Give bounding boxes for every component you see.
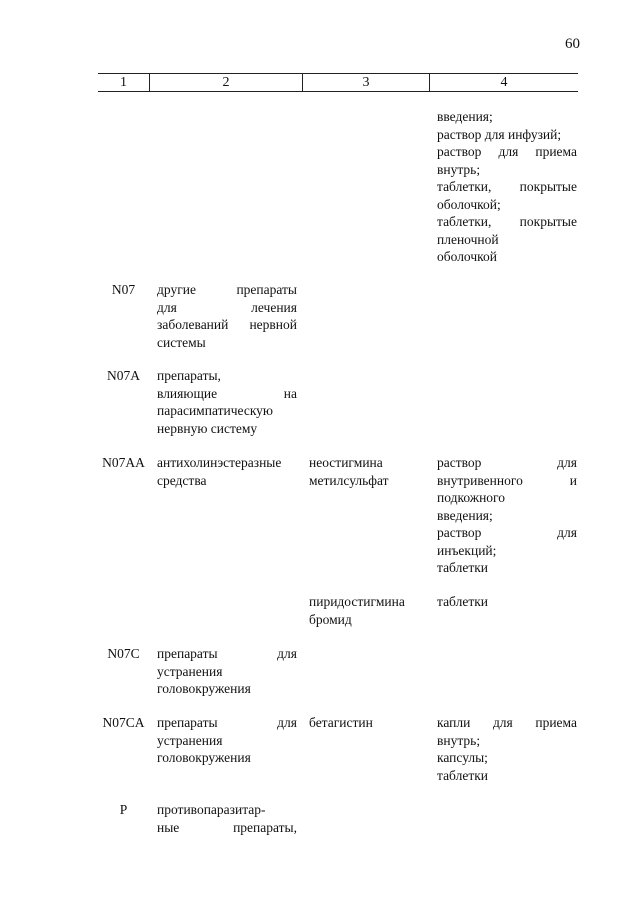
row-code-n07c: N07C (107, 646, 140, 661)
header-col-3: 3 (362, 75, 370, 90)
name-line: препараты для (157, 715, 297, 730)
name-line: препараты, (157, 368, 221, 383)
drug-line: неостигмина (309, 455, 383, 470)
header-col-1: 1 (120, 75, 127, 90)
name-line: другие препараты (157, 282, 297, 297)
dosage-forms-betahistine (437, 714, 577, 784)
name-line: противопаразитар- (157, 802, 266, 817)
drug-line: бетагистин (309, 715, 373, 730)
form-line: раствор для (437, 525, 577, 540)
row-name-n07ca (157, 714, 297, 767)
form-line: внутрь; (437, 161, 481, 177)
drug-line: бромид (309, 611, 352, 627)
continued-dosage-forms (437, 108, 577, 266)
name-line: парасимпатическую (157, 403, 274, 418)
row-name-n07aa (157, 454, 297, 489)
name-line: средства (157, 472, 207, 488)
drug-line: метилсульфат (309, 472, 389, 488)
row-name-n07 (157, 281, 297, 351)
drug-betahistine (309, 714, 429, 732)
row-code-n07aa: N07AA (102, 455, 145, 470)
drug-pyridostigmine (309, 593, 429, 628)
form-line: пленочной (437, 231, 499, 247)
form-line: раствор для инфузий; (437, 126, 562, 142)
page-number: 60 (565, 36, 580, 52)
table-header (98, 73, 578, 92)
form-line: раствор для приема (437, 144, 577, 159)
dosage-forms-pyridostigmine (437, 593, 577, 611)
form-line: капли для приема (437, 715, 577, 730)
name-line: заболеваний нервной (157, 317, 297, 332)
form-line: таблетки, покрытые (437, 179, 577, 194)
header-col-2: 2 (222, 75, 230, 90)
form-line: таблетки (437, 594, 489, 609)
name-line: системы (157, 334, 206, 350)
drug-line: пиридостигмина (309, 594, 405, 609)
form-line: введения; (437, 109, 493, 124)
form-line: введения; (437, 507, 493, 523)
name-line: нервную систему (157, 420, 258, 436)
form-line: таблетки, покрытые (437, 214, 577, 229)
row-code-n07: N07 (111, 282, 136, 297)
name-line: для лечения (157, 299, 297, 315)
form-line: капсулы; (437, 750, 488, 765)
name-line: устранения (157, 663, 223, 679)
form-line: внутривенного и (437, 472, 577, 488)
drug-neostigmine (309, 454, 429, 489)
header-col-4: 4 (500, 75, 508, 90)
name-line: ные препараты, (157, 819, 297, 835)
form-line: таблетки (437, 560, 489, 575)
name-line: головокружения (157, 681, 251, 696)
form-line: оболочкой (437, 249, 497, 264)
name-line: антихолинэстеразные (157, 455, 282, 470)
form-line: внутрь; (437, 732, 481, 748)
form-line: оболочкой; (437, 196, 501, 212)
form-line: инъекций; (437, 542, 497, 558)
form-line: раствор для (437, 455, 577, 470)
name-line: препараты для (157, 646, 297, 661)
dosage-forms-neostigmine (437, 454, 577, 577)
row-name-n07c (157, 645, 297, 698)
row-name-p (157, 801, 297, 836)
name-line: головокружения (157, 750, 251, 765)
row-name-n07a (157, 367, 297, 437)
form-line: подкожного (437, 490, 505, 505)
row-code-n07a: N07A (107, 368, 140, 383)
name-line: устранения (157, 732, 223, 748)
form-line: таблетки (437, 767, 489, 783)
name-line: влияющие на (157, 385, 297, 401)
row-code-n07ca: N07CA (102, 715, 145, 730)
row-code-p: P (119, 802, 128, 817)
